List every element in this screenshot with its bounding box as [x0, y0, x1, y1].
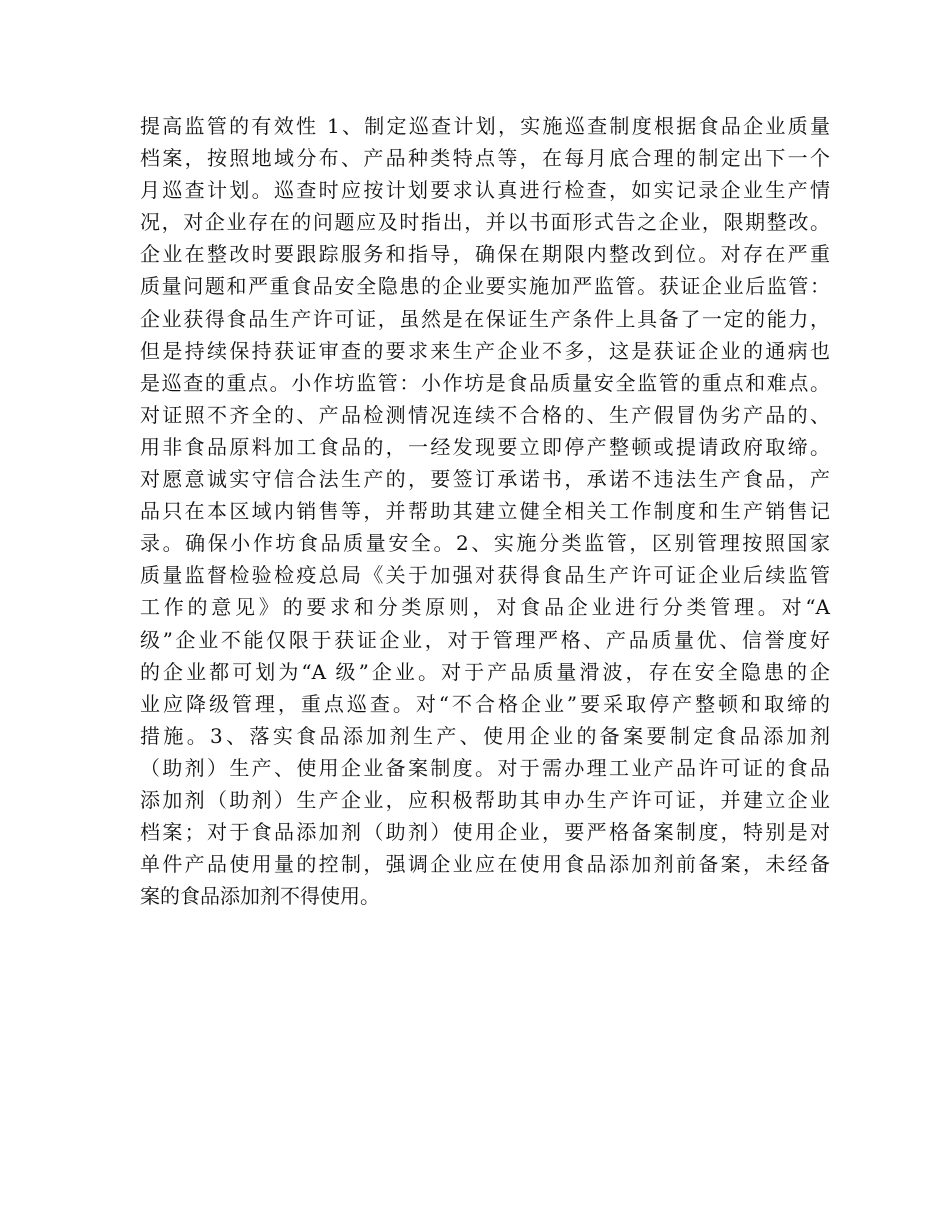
text-line: 质量问题和严重食品安全隐患的企业要实施加严监管。获证企业后监管：: [140, 274, 830, 299]
text-line: 录。确保小作坊食品质量安全。2、实施分类监管，区别管理按照国家: [140, 531, 830, 556]
text-line: 业应降级管理，重点巡查。对“不合格企业”要采取停产整顿和取缔的: [140, 691, 830, 716]
body-text: [140, 110, 830, 912]
text-line: 档案，按照地域分布、产品种类特点等，在每月底合理的制定出下一个: [140, 146, 830, 171]
text-line: 月巡查计划。巡查时应按计划要求认真进行检查，如实记录企业生产情: [140, 178, 830, 203]
text-line: 档案；对于食品添加剂（助剂）使用企业，要严格备案制度，特别是对: [140, 820, 830, 845]
text-line: 对证照不齐全的、产品检测情况连续不合格的、生产假冒伪劣产品的、: [140, 402, 830, 427]
text-line: 的企业都可划为“A 级”企业。对于产品质量滑波，存在安全隐患的企: [140, 659, 830, 684]
text-line: 用非食品原料加工食品的，一经发现要立即停产整顿或提请政府取缔。: [140, 434, 830, 459]
text-line: 况，对企业存在的问题应及时指出，并以书面形式告之企业，限期整改。: [140, 210, 830, 235]
text-line: 质量监督检验检疫总局《关于加强对获得食品生产许可证企业后续监管: [140, 563, 830, 588]
text-line: 工作的意见》的要求和分类原则，对食品企业进行分类管理。对“A: [140, 595, 830, 620]
text-line: 企业获得食品生产许可证，虽然是在保证生产条件上具备了一定的能力，: [140, 306, 830, 331]
text-line: 单件产品使用量的控制，强调企业应在使用食品添加剂前备案，未经备: [140, 852, 830, 877]
text-line: 提高监管的有效性 1、制定巡查计划，实施巡查制度根据食品企业质量: [140, 114, 830, 138]
text-line: 措施。3、落实食品添加剂生产、使用企业的备案要制定食品添加剂: [140, 723, 830, 748]
text-line: 但是持续保持获证审查的要求来生产企业不多，这是获证企业的通病也: [140, 338, 830, 363]
text-line: 添加剂（助剂）生产企业，应积极帮助其申办生产许可证，并建立企业: [140, 787, 830, 812]
text-line: （助剂）生产、使用企业备案制度。对于需办理工业产品许可证的食品: [140, 755, 830, 780]
text-line: 品只在本区域内销售等，并帮助其建立健全相关工作制度和生产销售记: [140, 499, 830, 524]
text-line: 对愿意诚实守信合法生产的，要签订承诺书，承诺不违法生产食品，产: [140, 467, 830, 492]
text-line: 级”企业不能仅限于获证企业，对于管理严格、产品质量优、信誉度好: [140, 627, 830, 652]
text-line: 案的食品添加剂不得使用。: [140, 884, 380, 909]
text-line: 是巡查的重点。小作坊监管：小作坊是食品质量安全监管的重点和难点。: [140, 370, 830, 395]
text-line: 企业在整改时要跟踪服务和指导，确保在期限内整改到位。对存在严重: [140, 242, 830, 267]
